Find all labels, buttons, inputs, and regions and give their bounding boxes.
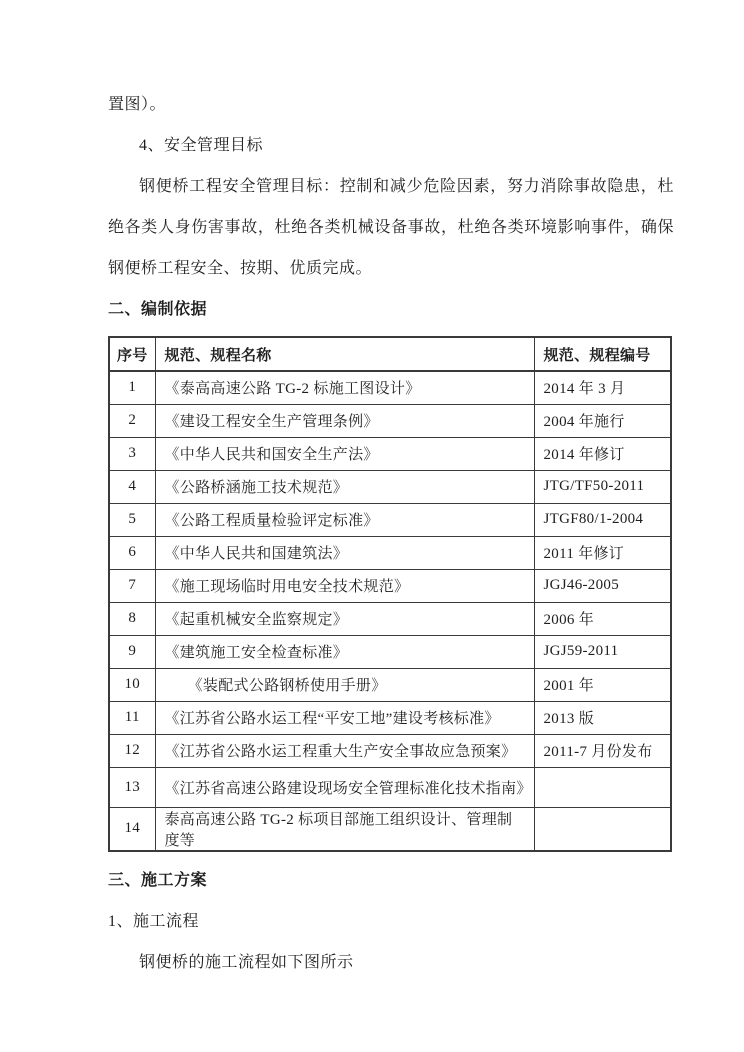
table-row [109,536,671,569]
table-row [109,701,671,734]
cell-index: 10 [109,668,155,701]
table-row [109,807,671,851]
cell-name: 《中华人民共和国安全生产法》 [155,437,534,470]
cell-name: 《建设工程安全生产管理条例》 [155,404,534,437]
paragraph-trailing-line: 置图）。 [108,96,167,113]
cell-code: JGJ46-2005 [534,569,671,602]
reference-table-head [109,337,671,371]
cell-code: JTG/TF50-2011 [534,470,671,503]
table-row [109,602,671,635]
cell-index: 12 [109,734,155,767]
col-header-index: 序号 [109,337,155,371]
cell-index: 4 [109,470,155,503]
cell-name: 《起重机械安全监察规定》 [155,602,534,635]
reference-table [108,336,672,852]
table-row [109,437,671,470]
cell-index: 13 [109,767,155,807]
cell-index: 1 [109,371,155,404]
paragraph-flow-intro: 钢便桥的施工流程如下图所示 [139,953,354,971]
cell-code: 2006 年 [534,602,671,635]
cell-name: 《公路桥涵施工技术规范》 [155,470,534,503]
col-header-code: 规范、规程编号 [534,337,671,371]
cell-name: 《江苏省高速公路建设现场安全管理标准化技术指南》 [155,767,534,807]
table-row [109,734,671,767]
cell-code: 2011-7 月份发布 [534,734,671,767]
cell-name: 《江苏省公路水运工程“平安工地”建设考核标准》 [155,701,534,734]
sub-heading-flow: 1、施工流程 [108,912,200,930]
cell-code: 2001 年 [534,668,671,701]
cell-code: 2011 年修订 [534,536,671,569]
cell-name: 《装配式公路钢桥使用手册》 [155,668,534,701]
cell-code [534,807,671,851]
cell-name: 《公路工程质量检验评定标准》 [155,503,534,536]
table-row [109,371,671,404]
paragraph-safety-goal: 钢便桥工程安全管理目标：控制和减少危险因素，努力消除事故隐患，杜绝各类人身伤害事故，杜绝各类机械设备事故，杜绝各类环境影响事件，确保钢便桥工程安全、按期、优质完成。 [108,178,674,277]
table-row [109,404,671,437]
table-header-row [109,337,671,371]
table-row [109,470,671,503]
cell-name: 《施工现场临时用电安全技术规范》 [155,569,534,602]
table-row [109,767,671,807]
cell-index: 6 [109,536,155,569]
cell-index: 7 [109,569,155,602]
col-header-name: 规范、规程名称 [155,337,534,371]
cell-index: 9 [109,635,155,668]
cell-name: 《泰高高速公路 TG-2 标施工图设计》 [155,371,534,404]
cell-index: 11 [109,701,155,734]
cell-code: 2013 版 [534,701,671,734]
cell-index: 3 [109,437,155,470]
section-heading-plan: 三、施工方案 [108,871,208,889]
table-row [109,569,671,602]
cell-name: 《江苏省公路水运工程重大生产安全事故应急预案》 [155,734,534,767]
cell-code: 2004 年施行 [534,404,671,437]
cell-code: JTGF80/1-2004 [534,503,671,536]
table-row [109,635,671,668]
table-row [109,503,671,536]
cell-code: 2014 年修订 [534,437,671,470]
cell-code [534,767,671,807]
cell-name: 泰高高速公路 TG-2 标项目部施工组织设计、管理制度等 [155,807,534,851]
reference-table-body [109,371,671,851]
section-heading-basis: 二、编制依据 [108,301,208,318]
cell-index: 2 [109,404,155,437]
cell-index: 14 [109,807,155,851]
sub-heading-safety-goal: 4、安全管理目标 [139,137,264,154]
cell-index: 5 [109,503,155,536]
cell-index: 8 [109,602,155,635]
table-row [109,668,671,701]
cell-code: JGJ59-2011 [534,635,671,668]
cell-name: 《建筑施工安全检查标准》 [155,635,534,668]
cell-code: 2014 年 3 月 [534,371,671,404]
cell-name: 《中华人民共和国建筑法》 [155,536,534,569]
